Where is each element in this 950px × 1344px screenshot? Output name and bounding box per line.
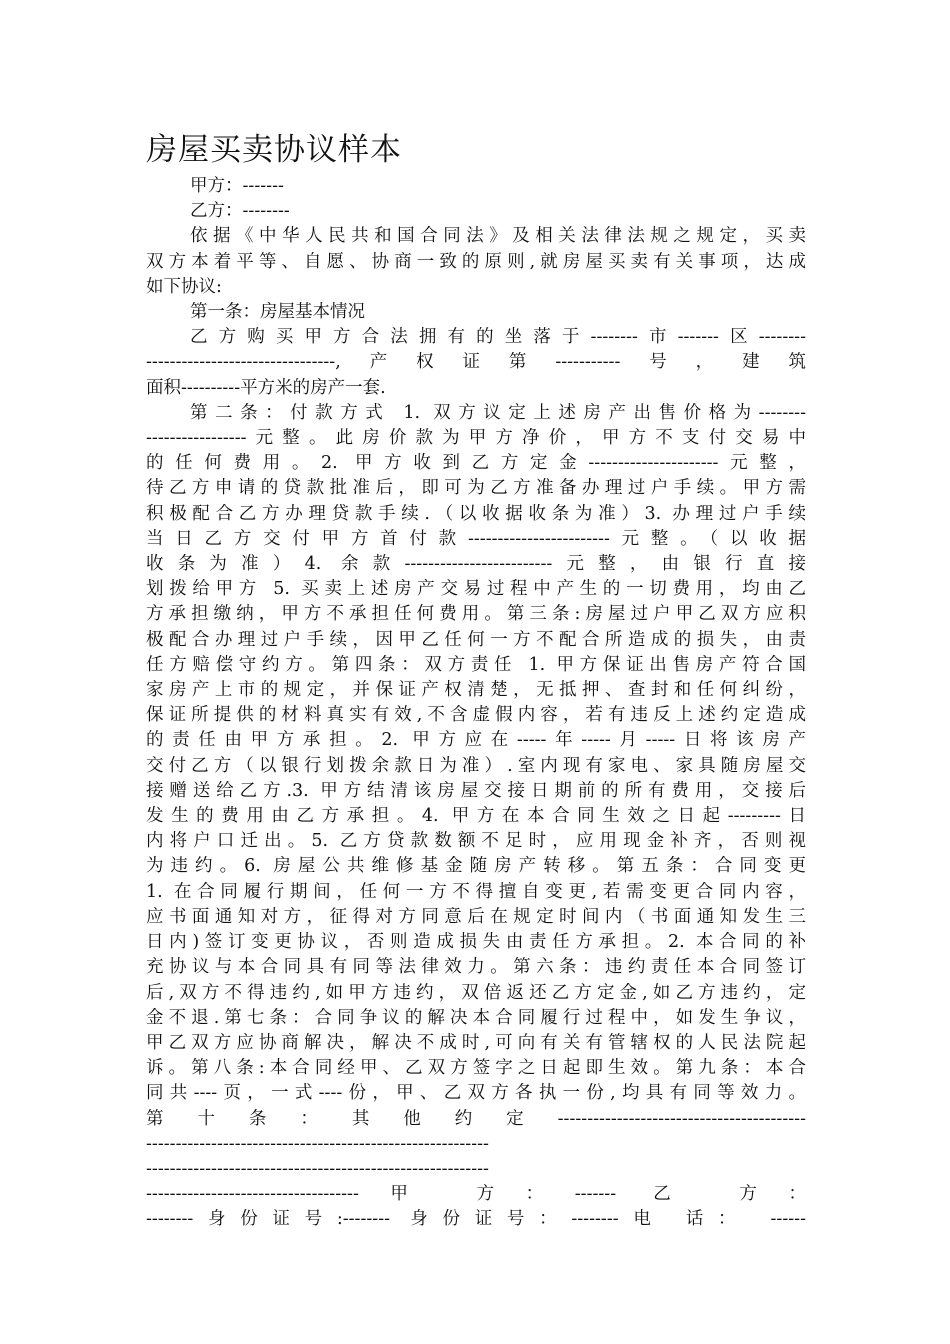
text-line: -----------------元整。此房价款为甲方净价，甲方不支付交易中 — [146, 428, 806, 449]
text-line: 的任何费用。2. 甲方收到乙方定金----------------------元整， — [146, 453, 806, 474]
text-line: 发生的费用由乙方承担。4. 甲方在本合同生效之日起---------日 — [146, 806, 806, 827]
text-line: 内将户口迁出。5. 乙方贷款数额不足时，应用现金补齐，否则视 — [146, 831, 806, 852]
blank-line: ---------------------------------------------------------- — [146, 1158, 489, 1179]
text-line: 应书面通知对方，征得对方同意后在规定时间内（书面通知发生三 — [146, 906, 806, 927]
signature-line: --------身份证号:-------- 身份证号：--------电 话： ------ — [146, 1209, 806, 1230]
text-line: 第二条：付款方式 1. 双方议定上述房产出售价格为-------- — [190, 402, 806, 423]
text-line: 保证所提供的材料真实有效,不含虚假内容，若有违反上述约定造成 — [146, 705, 806, 726]
party-b-line: 乙方：-------- — [190, 201, 290, 222]
text-line: 接赠送给乙方.3. 甲方结清该房屋交接日期前的所有费用，交接后 — [146, 780, 806, 801]
document-title: 房屋买卖协议样本 — [146, 132, 402, 168]
text-line: 任方赔偿守约方。第四条：双方责任 1. 甲方保证出售房产符合国 — [146, 654, 806, 675]
text-line: --------------------------------,产权证第-----------号，建筑 — [146, 352, 806, 373]
text-line: 面积----------平方米的房产一套. — [146, 377, 386, 398]
text-line: 方承担缴纳，甲方不承担任何费用。第三条:房屋过户甲乙双方应积 — [146, 604, 806, 625]
text-line: 同共----页，一式----份，甲、乙双方各执一份,均具有同等效力。 — [146, 1083, 806, 1104]
text-line: 第十条：其他约定------------------------------------------ — [146, 1108, 806, 1129]
signature-line: ------------------------------------甲 方：------- 乙 方： — [146, 1184, 806, 1205]
article-heading: 第一条：房屋基本情况 — [190, 302, 365, 323]
text-line: 家房产上市的规定，并保证产权清楚，无抵押、查封和任何纠纷， — [146, 680, 806, 701]
text-line: 的责任由甲方承担。2. 甲方应在-----年-----月-----日将该房产 — [146, 730, 806, 751]
text-line: 依据《中华人民共和国合同法》及相关法律法规之规定，买卖 — [190, 226, 806, 247]
text-line: 乙方购买甲方合法拥有的坐落于--------市-------区-------- — [190, 327, 806, 348]
text-line: 双方本着平等、自愿、协商一致的原则,就房屋买卖有关事项，达成 — [146, 251, 806, 272]
text-line: 诉。第八条:本合同经甲、乙双方签字之日起即生效。第九条：本合 — [146, 1058, 806, 1079]
document-page — [146, 128, 806, 1233]
text-line: 划拨给甲方 5. 买卖上述房产交易过程中产生的一切费用，均由乙 — [146, 579, 806, 600]
document-body — [146, 174, 806, 1233]
text-line: 日内)签订变更协议，否则造成损失由责任方承担。2. 本合同的补 — [146, 932, 806, 953]
party-a-line: 甲方：------- — [190, 176, 284, 196]
text-line: 积极配合乙方办理贷款手续.（以收据收条为准）3. 办理过户手续 — [146, 503, 806, 524]
text-line: 待乙方申请的贷款批准后，即可为乙方准备办理过户手续。甲方需 — [146, 478, 806, 499]
text-line: 交付乙方（以银行划拨余款日为准）.室内现有家电、家具随房屋交 — [146, 755, 806, 776]
text-line: 如下协议: — [146, 276, 222, 297]
text-line: 为违约。6. 房屋公共维修基金随房产转移。第五条：合同变更 — [146, 856, 806, 877]
text-line: 后,双方不得违约,如甲方违约，双倍返还乙方定金,如乙方违约，定 — [146, 982, 806, 1003]
text-line: 1. 在合同履行期间，任何一方不得擅自变更,若需变更合同内容， — [146, 881, 806, 902]
blank-line: ---------------------------------------------------------- — [146, 1133, 489, 1154]
text-line: 当日乙方交付甲方首付款------------------------元整。（以收据 — [146, 528, 806, 549]
text-line: 极配合办理过户手续，因甲乙任何一方不配合所造成的损失，由责 — [146, 629, 806, 650]
text-line: 金不退.第七条：合同争议的解决本合同履行过程中，如发生争议， — [146, 1007, 806, 1028]
text-line: 充协议与本合同具有同等法律效力。第六条：违约责任本合同签订 — [146, 957, 806, 978]
text-line: 收条为准）4. 余款-------------------------元整，由银行直接 — [146, 554, 806, 575]
text-line: 甲乙双方应协商解决，解决不成时,可向有关有管辖权的人民法院起 — [146, 1032, 806, 1053]
